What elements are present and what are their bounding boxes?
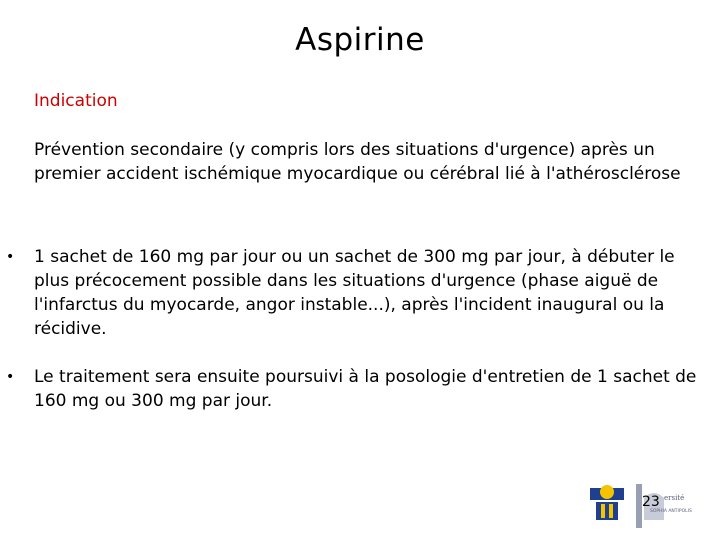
logo-text-bottom: SOPHIA ANTIPOLIS (650, 509, 692, 514)
slide-title: Aspirine (295, 22, 425, 58)
page-number: 23 (642, 494, 660, 510)
bullet-item (0, 365, 720, 413)
intro-paragraph: Prévention secondaire (y compris lors des situations d'urgence) après un premier accident ischémique myocardique ou cérébral lié à l'athérosclérose (34, 140, 681, 184)
bullet-text: 1 sachet de 160 mg par jour ou un sachet de 300 mg par jour, à débuter le plus précocement possible dans les situations d'urgence (phase aiguë de l'infarctus du myocarde, angor instable...), après l'incident inaugural ou la récidive. (34, 247, 675, 339)
section-heading: Indication (34, 91, 118, 111)
bullet-item (0, 245, 720, 341)
bullet-marker: • (6, 249, 15, 265)
logo-text-top: ersité (664, 494, 685, 502)
bullet-marker: • (6, 369, 15, 385)
bullet-text: Le traitement sera ensuite poursuivi à la posologie d'entretien de 1 sachet de 160 mg ou 300 mg par jour. (34, 367, 697, 411)
institution-emblem-icon (590, 485, 624, 520)
bullet-list (0, 245, 720, 413)
